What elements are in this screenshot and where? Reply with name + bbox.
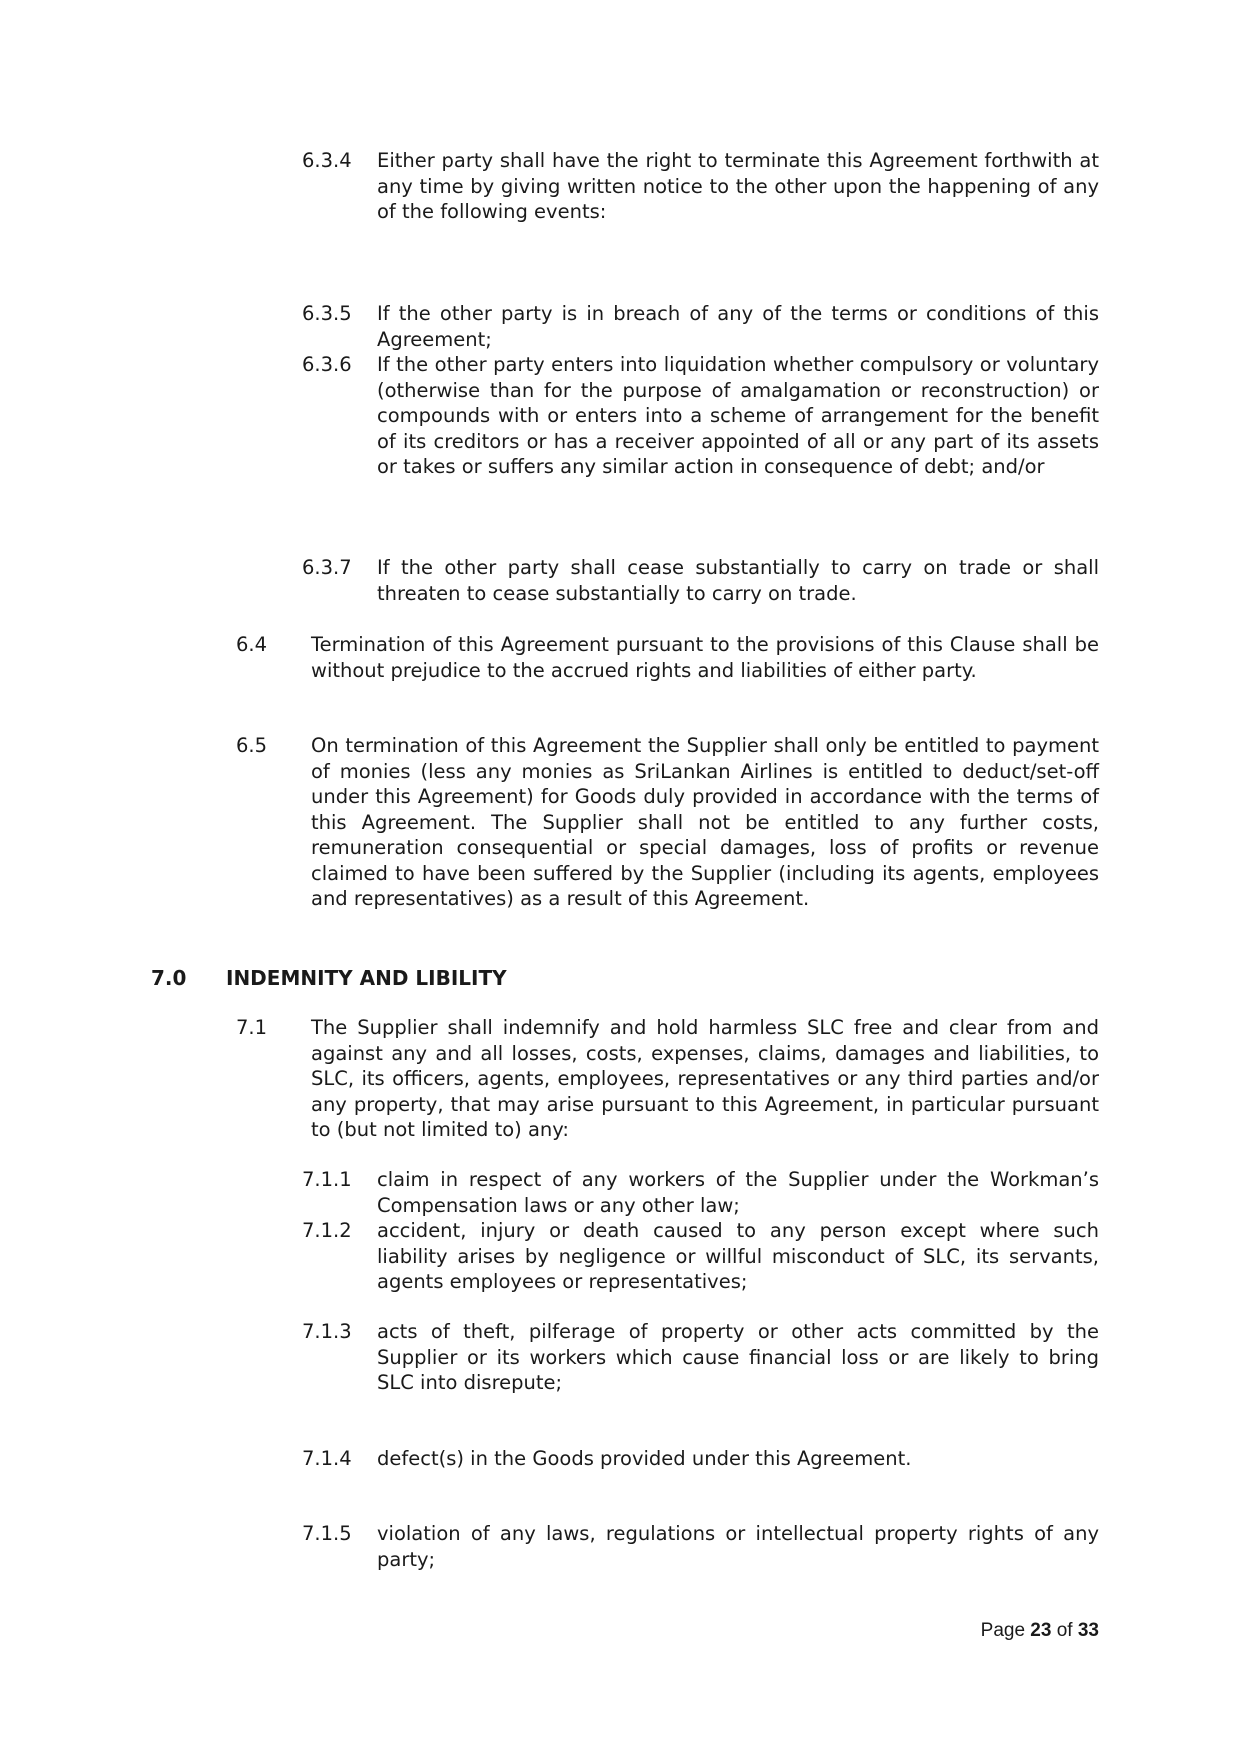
clause-text: defect(s) in the Goods provided under this Agreement. bbox=[377, 1447, 912, 1470]
clause-text: If the other party is in breach of any of the terms or conditions of this Agreement; bbox=[377, 302, 1099, 351]
clause-number: 7.1.3 bbox=[302, 1320, 352, 1343]
total-pages: 33 bbox=[1077, 1620, 1099, 1641]
clause-7-1 bbox=[236, 1015, 1099, 1143]
page-number bbox=[981, 1618, 1099, 1644]
clause-6-5 bbox=[236, 733, 1099, 912]
clause-number: 7.1 bbox=[236, 1016, 268, 1039]
clause-6-4 bbox=[236, 632, 1099, 683]
clause-number: 6.3.7 bbox=[302, 556, 352, 579]
clause-text: acts of theft, pilferage of property or other acts committed by the Supplier or its workers which cause financial loss or are likely to bring SLC into disrepute; bbox=[377, 1320, 1099, 1394]
clause-text: The Supplier shall indemnify and hold harmless SLC free and clear from and against any and all losses, costs, expenses, claims, damages and liabilities, to SLC, its officers, agents, employees, representatives or any third parties and/or any property, that may arise pursuant to this Agreement, in particular pursuant to (but not limited to) any: bbox=[311, 1016, 1099, 1141]
clause-text: accident, injury or death caused to any person except where such liability arises by negligence or willful misconduct of SLC, its servants, agents employees or representatives; bbox=[377, 1219, 1099, 1293]
clause-7-1-2 bbox=[302, 1218, 1099, 1295]
clause-text: violation of any laws, regulations or intellectual property rights of any party; bbox=[377, 1522, 1099, 1571]
clause-text: Termination of this Agreement pursuant to the provisions of this Clause shall be without prejudice to the accrued rights and liabilities of either party. bbox=[311, 633, 1099, 682]
clause-number: 6.3.4 bbox=[302, 149, 352, 172]
section-number: 7.0 bbox=[151, 966, 187, 990]
clause-7-1-3 bbox=[302, 1319, 1099, 1396]
clause-number: 6.4 bbox=[236, 633, 268, 656]
clause-6-3-4 bbox=[302, 148, 1099, 225]
clause-number: 7.1.2 bbox=[302, 1219, 352, 1242]
clause-number: 6.3.5 bbox=[302, 302, 352, 325]
section-title: INDEMNITY AND LIBILITY bbox=[226, 966, 507, 990]
clause-7-1-5 bbox=[302, 1521, 1099, 1572]
clause-number: 6.5 bbox=[236, 734, 268, 757]
clause-number: 7.1.1 bbox=[302, 1168, 352, 1191]
clause-number: 7.1.5 bbox=[302, 1522, 352, 1545]
clause-7-1-1 bbox=[302, 1167, 1099, 1218]
clause-6-3-6 bbox=[302, 352, 1099, 480]
clause-6-3-5 bbox=[302, 301, 1099, 352]
clause-number: 6.3.6 bbox=[302, 353, 352, 376]
clause-text: claim in respect of any workers of the Supplier under the Workman’s Compensation laws or any other law; bbox=[377, 1168, 1099, 1217]
page-label: Page bbox=[980, 1620, 1026, 1641]
clause-text: If the other party enters into liquidation whether compulsory or voluntary (otherwise than for the purpose of amalgamation or reconstruction) or compounds with or enters into a scheme of arrangement for the benefit of its creditors or has a receiver appointed of all or any part of its assets or takes or suffers any similar action in consequence of debt; and/or bbox=[377, 353, 1099, 478]
clause-6-3-7 bbox=[302, 555, 1099, 606]
clause-text: On termination of this Agreement the Supplier shall only be entitled to payment of monies (less any monies as SriLankan Airlines is entitled to deduct/set-off under this Agreement) for Goods duly provided in accordance with the terms of this Agreement. The Supplier shall not be entitled to any further costs, remuneration consequential or special damages, loss of profits or revenue claimed to have been suffered by the Supplier (including its agents, employees and representatives) as a result of this Agreement. bbox=[311, 734, 1099, 910]
clause-7-1-4 bbox=[302, 1446, 1099, 1472]
clause-text: If the other party shall cease substantially to carry on trade or shall threaten to cease substantially to carry on trade. bbox=[377, 556, 1099, 605]
page-of-label: of bbox=[1056, 1620, 1073, 1641]
clause-number: 7.1.4 bbox=[302, 1447, 352, 1470]
clause-text: Either party shall have the right to terminate this Agreement forthwith at any time by giving written notice to the other upon the happening of any of the following events: bbox=[377, 149, 1099, 223]
current-page: 23 bbox=[1030, 1620, 1052, 1641]
